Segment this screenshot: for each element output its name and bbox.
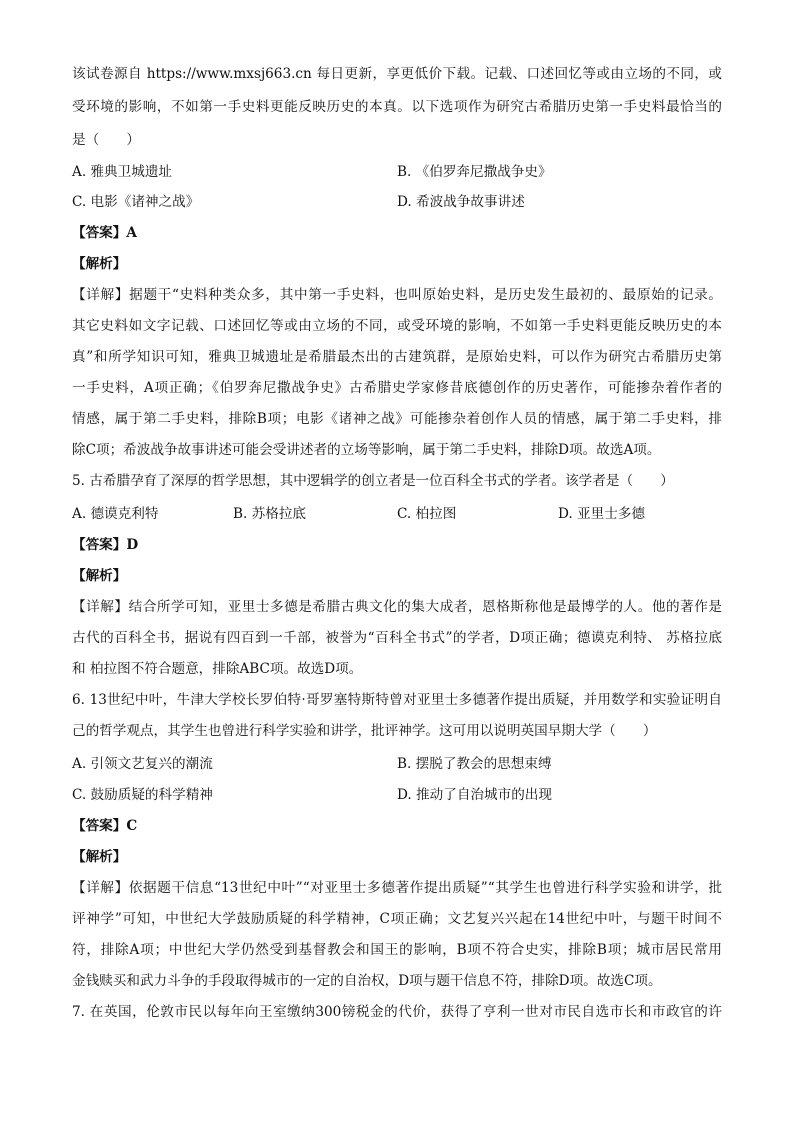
- question-5-option-c: C. 柏拉图: [397, 506, 457, 522]
- question-4-detail-line-2: 其它史料如文字记载、口述回忆等或由立场的不同，或受环境的影响，不如第一手史料更能反映历史的本: [72, 318, 722, 334]
- question-6-option-c: C. 鼓励质疑的科学精神: [72, 787, 213, 803]
- question-5-answer: 【答案】D: [72, 537, 139, 553]
- question-4-option-a: A. 雅典卫城遗址: [72, 164, 173, 180]
- question-4-answer: 【答案】A: [72, 225, 137, 241]
- question-5-stem: 5. 古希腊孕育了深厚的哲学思想，其中逻辑学的创立者是一位百科全书式的学者。该学者是（ ）: [72, 473, 674, 489]
- question-5-detail-line-2: 古代的百科全书，据说有四百到一千部，被誉为“百科全书式”的学者，D项正确；德谟克利特、 苏格拉底: [72, 630, 722, 646]
- question-4-stem-line-3: 是（ ）: [72, 132, 140, 148]
- question-4-detail-line-4: 一手史料，A项正确；《伯罗奔尼撒战争史》古希腊史学家修昔底德创作的历史著作，可能掺杂着作者的: [72, 380, 722, 396]
- question-4-option-b: B. 《伯罗奔尼撒战争史》: [397, 164, 552, 180]
- question-4-analysis-heading: 【解析】: [72, 256, 127, 272]
- question-6-answer: 【答案】C: [72, 818, 138, 834]
- question-4-detail-line-6: 除C项；希波战争故事讲述可能会受讲述者的立场等影响，属于第二手史料，排除D项。故选A项。: [72, 442, 661, 458]
- question-6-stem-line-2: 己的哲学观点，其学生也曾进行科学实验和讲学，批评神学。这可用以说明英国早期大学（ ）: [72, 723, 657, 739]
- question-5-detail-line-1: 【详解】结合所学可知，亚里士多德是希腊古典文化的集大成者，恩格斯称他是最博学的人。他的著作是: [72, 599, 722, 615]
- question-6-stem-line-1: 6. 13世纪中叶，牛津大学校长罗伯特·哥罗塞特斯特曾对亚里士多德著作提出质疑，并用数学和实验证明自: [72, 692, 722, 708]
- question-4-detail-line-5: 情感，属于第二手史料，排除B项；电影《诸神之战》可能掺杂着创作人员的情感，属于第二手史料，排: [72, 411, 722, 427]
- question-7-stem-line-1: 7. 在英国，伦敦市民以每年向王室缴纳300镑税金的代价，获得了亨利一世对市民自选市长和市政官的许: [72, 1004, 722, 1020]
- question-6-analysis-heading: 【解析】: [72, 849, 127, 865]
- question-4-stem-line-2: 受环境的影响，不如第一手史料更能反映历史的本真。以下选项作为研究古希腊历史第一手史料最恰当的: [72, 99, 722, 115]
- question-6-detail-line-2: 评神学”可知，中世纪大学鼓励质疑的科学精神，C项正确；文艺复兴兴起在14世纪中叶，与题干时间不: [72, 911, 722, 927]
- question-5-option-a: A. 德谟克利特: [72, 506, 159, 522]
- question-4-detail-line-3: 真”和所学知识可知，雅典卫城遗址是希腊最杰出的古建筑群，是原始史料，可以作为研究古希腊历史第: [72, 349, 722, 365]
- question-4-option-d: D. 希波战争故事讲述: [397, 194, 525, 210]
- question-5-option-d: D. 亚里士多德: [558, 506, 646, 522]
- question-6-detail-line-3: 符，排除A项；中世纪大学仍然受到基督教会和国王的影响，B项不符合史实，排除B项；城市居民常用: [72, 942, 722, 958]
- question-4-option-c: C. 电影《诸神之战》: [72, 194, 200, 210]
- question-5-detail-line-3: 和 柏拉图不符合题意，排除ABC项。故选D项。: [72, 661, 363, 677]
- question-4-stem-line-1: 该试卷源自 https://www.mxsj663.cn 每日更新，享更低价下载。记载、口述回忆等或由立场的不同，或: [72, 66, 722, 82]
- question-4-detail-line-1: 【详解】据题干“史料种类众多，其中第一手史料，也叫原始史料，是历史发生最初的、最原始的记录。: [72, 287, 722, 303]
- question-6-option-b: B. 摆脱了教会的思想束缚: [397, 756, 552, 772]
- question-5-option-b: B. 苏格拉底: [233, 506, 307, 522]
- question-6-detail-line-1: 【详解】依据题干信息“13世纪中叶”“对亚里士多德著作提出质疑”“其学生也曾进行科学实验和讲学，批: [72, 880, 722, 896]
- question-6-option-d: D. 推动了自治城市的出现: [397, 787, 552, 803]
- question-6-detail-line-4: 金钱赎买和武力斗争的手段取得城市的一定的自治权，D项与题干信息不符，排除D项。故选C项。: [72, 973, 662, 989]
- question-5-analysis-heading: 【解析】: [72, 568, 127, 584]
- question-6-option-a: A. 引领文艺复兴的潮流: [72, 756, 213, 772]
